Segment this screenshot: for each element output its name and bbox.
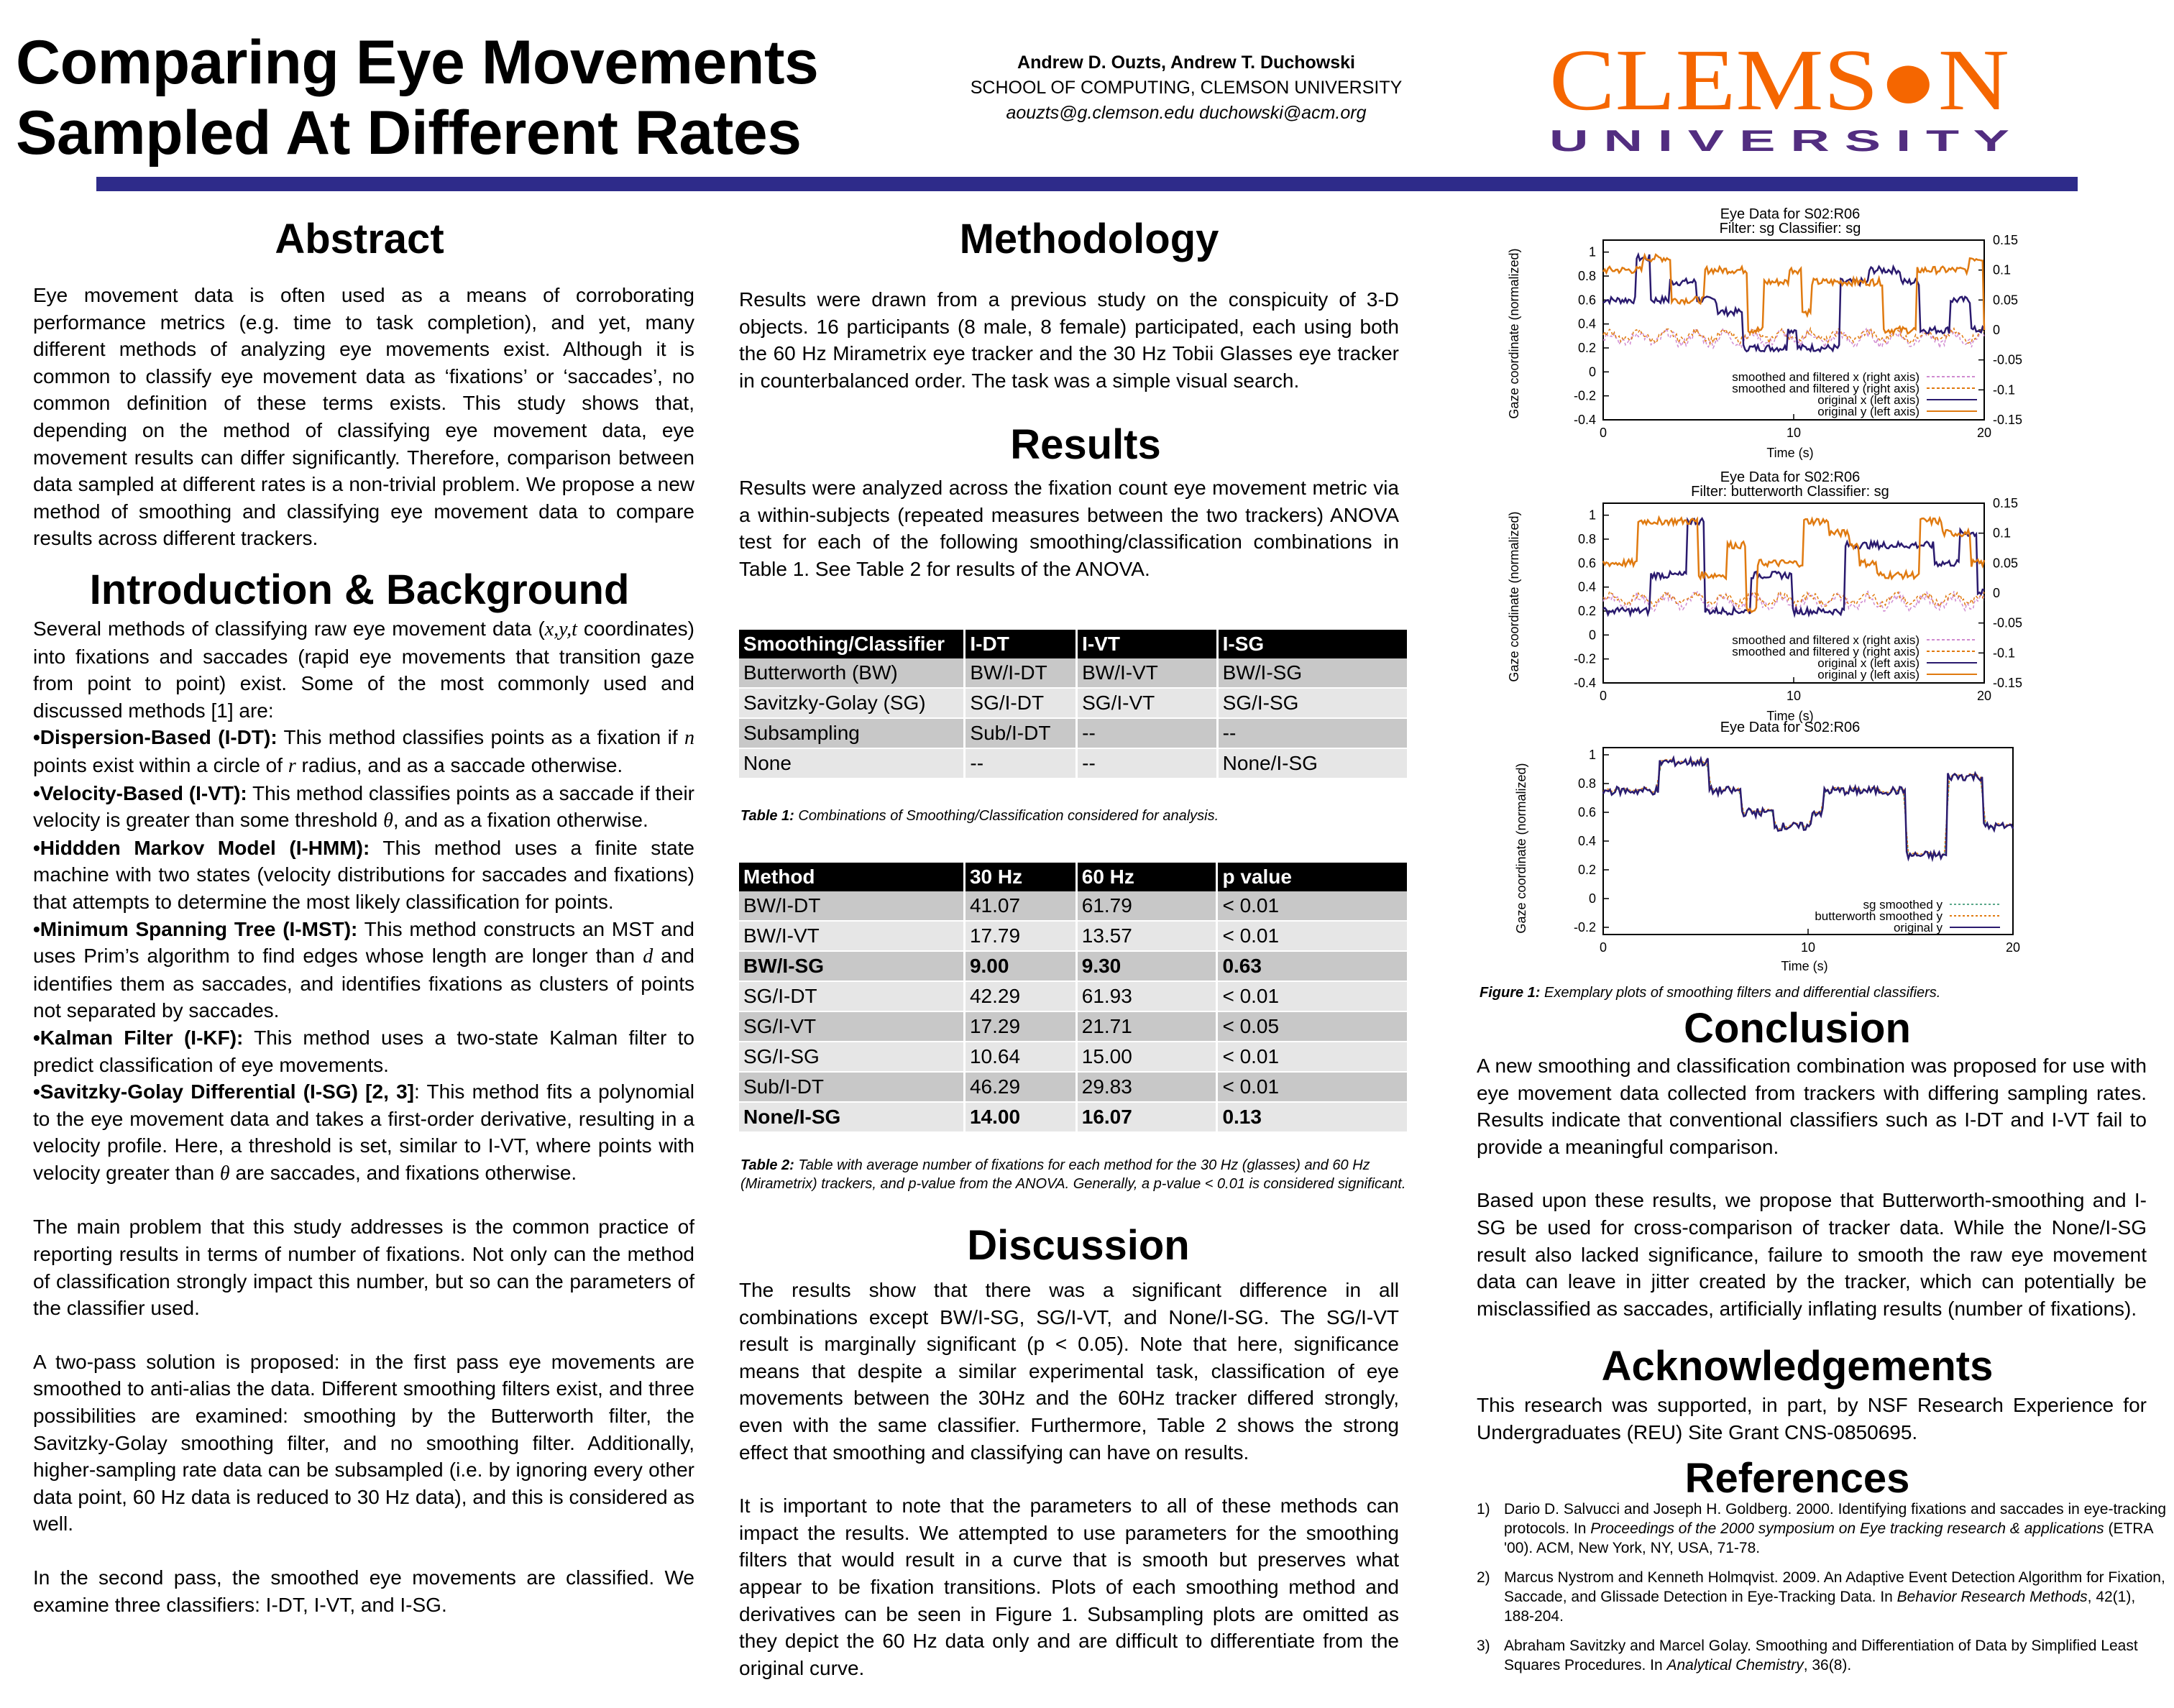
author-names: Andrew D. Ouzts, Andrew T. Duchowski bbox=[1017, 52, 1355, 73]
plot-2-xlabel: Time (s) bbox=[1766, 709, 1814, 723]
legend-label: original x (left axis) bbox=[1817, 656, 1920, 670]
methodology-text bbox=[739, 286, 1399, 394]
table-2-caption: Table 2: Table with average number of fixations for each method for the 30 Hz (glasses) and 60 Hz (Mirametrix) trackers, and p-value from the ANOVA. Generally, a p-value < 0.01 is considered significant. bbox=[740, 1157, 1406, 1192]
table-1-header-cell: I-DT bbox=[965, 630, 1077, 658]
y2-tick-label: 0.15 bbox=[1993, 496, 2019, 510]
series-original-x bbox=[1603, 254, 1984, 352]
title-line-1: Comparing Eye Movements bbox=[16, 28, 819, 97]
conclusion-heading: Conclusion bbox=[1684, 1005, 1911, 1052]
legend-label: original y (left axis) bbox=[1817, 668, 1920, 681]
y-tick-label: 0.8 bbox=[1577, 776, 1596, 791]
table-row: None/I-SG 14.00 16.07 0.13 bbox=[739, 1102, 1408, 1132]
abstract-paragraph: Eye movement data is often used as a means of corroborating performance metrics (e.g. time to task completion), and yet, many different methods of analyzing eye movements exist. Although it is common to classify eye movement data as ‘fixations’ or ‘saccades’, no common definition of these terms exists. This study shows that, depending on the method of classifying eye movement data, eye movement results can differ significantly. Therefore, comparison between data sampled at different rates is a non-trivial problem. We propose a new method of smoothing and classifying eye movement data to compare results across different trackers. bbox=[33, 284, 694, 550]
series-original-y bbox=[1603, 758, 2013, 858]
table-1-header-cell: I-SG bbox=[1217, 630, 1408, 658]
discussion-text bbox=[739, 1277, 1399, 1681]
table-2-header bbox=[739, 863, 1408, 891]
abstract-heading: Abstract bbox=[275, 216, 444, 262]
figure-plot-2 bbox=[1488, 467, 2049, 726]
y-tick-label: 1 bbox=[1588, 508, 1596, 523]
y2-tick-label: 0.1 bbox=[1993, 525, 2012, 541]
table-2-header-cell: p value bbox=[1217, 863, 1408, 891]
plot-2-ylabel: Gaze coordinate (normalized) bbox=[1507, 511, 1521, 682]
y2-tick-label: 0.05 bbox=[1993, 556, 2019, 571]
method-ivt: •Velocity-Based (I-VT): This method classifies points as a saccade if their velocity is greater than some threshold θ, and as a fixation otherwise. bbox=[33, 781, 694, 832]
plot-3-xlabel: Time (s) bbox=[1781, 959, 1828, 973]
series-sg-smoothed-y bbox=[1603, 760, 2013, 856]
table-row: SG/I-DT 42.29 61.93 < 0.01 bbox=[739, 981, 1408, 1011]
figure-1-caption: Figure 1: Exemplary plots of smoothing filters and differential classifiers. bbox=[1480, 985, 1941, 1001]
abstract-text bbox=[33, 282, 694, 552]
y2-tick-label: -0.05 bbox=[1993, 352, 2023, 367]
legend-label: smoothed and filtered y (right axis) bbox=[1732, 645, 1920, 658]
references-heading: References bbox=[1684, 1455, 1910, 1502]
plot-3-ylabel: Gaze coordinate (normalized) bbox=[1514, 763, 1528, 934]
y2-tick-label: 0.1 bbox=[1993, 262, 2012, 277]
table-row: BW/I-VT 17.79 13.57 < 0.01 bbox=[739, 921, 1408, 951]
discussion-paragraph-2: It is important to note that the parameters to all of these methods can impact the results. We attempted to use parameters for the smoothing filters that would result in a curve that is smooth but preserves what appear to be fixation transitions. Plots of each smoothing method and derivatives can be seen in Figure 1. Subsampling plots are omitted as they depict the 60 Hz data only and are difficult to differentiate from the original curve. bbox=[739, 1494, 1399, 1679]
conclusion-paragraph-2: Based upon these results, we propose that Butterworth-smoothing and I-SG be used for cross-comparison of tracker data. While the None/I-SG result also lacked significance, failure to smooth the raw eye movement data can leave in jitter created by the tracker, which can potentially be misclassified as saccades, artificially inflating results (number of fixations). bbox=[1477, 1189, 2147, 1320]
plot-1-title: Eye Data for S02:R06 bbox=[1720, 206, 1861, 222]
clemson-logo bbox=[1546, 29, 2013, 158]
y-tick-label: 0.2 bbox=[1577, 341, 1596, 355]
y2-tick-label: -0.15 bbox=[1993, 676, 2023, 690]
acknowledgements-heading: Acknowledgements bbox=[1601, 1343, 1994, 1390]
table-1-caption: Table 1: Combinations of Smoothing/Classification considered for analysis. bbox=[740, 808, 1219, 824]
y-tick-label: 0.4 bbox=[1577, 316, 1596, 331]
logo-university: U N I V E R S I T Y bbox=[1549, 124, 2009, 157]
table-2 bbox=[739, 863, 1409, 1133]
affiliation: SCHOOL OF COMPUTING, CLEMSON UNIVERSITY bbox=[970, 78, 1403, 98]
x-tick-label: 10 bbox=[1786, 689, 1802, 703]
discussion-paragraph-1: The results show that there was a significant difference in all combinations except BW/I-SG, SG/I-VT, and None/I-SG. The SG/I-VT result is marginally significant (p < 0.05). Note that here, significance means that despite a similar experimental task, classification of eye movements between the 30Hz and the 60Hz tracker differed strongly, even with the same classifier. Furthermore, Table 2 shows the strong effect that smoothing and classifying can have on results. bbox=[739, 1279, 1399, 1464]
y2-tick-label: -0.1 bbox=[1993, 382, 2016, 398]
title-line-2: Sampled At Different Rates bbox=[16, 98, 802, 167]
y-tick-label: -0.4 bbox=[1573, 676, 1596, 690]
method-imst: •Minimum Spanning Tree (I-MST): This method constructs an MST and uses Prim’s algorithm to find edges whose length are longer than d and identifies them as saccades, and identifies fixations as clusters of points not separated by saccades. bbox=[33, 917, 694, 1022]
table-1-header-cell: I-VT bbox=[1077, 630, 1218, 658]
header-rule bbox=[96, 177, 2078, 191]
y-tick-label: 0 bbox=[1588, 891, 1596, 906]
acknowledgements-paragraph: This research was supported, in part, by NSF Research Experience for Undergraduates (REU) Site Grant CNS-0850695. bbox=[1477, 1394, 2147, 1443]
method-ihmm: •Hiddden Markov Model (I-HMM): This method uses a finite state machine with two states (velocity distributions for saccades and fixations) that attempts to determine the most likely classification for points. bbox=[33, 836, 694, 913]
x-tick-label: 20 bbox=[1976, 426, 1992, 440]
y2-tick-label: 0 bbox=[1993, 586, 2001, 600]
y-tick-label: 0 bbox=[1588, 364, 1596, 380]
y2-tick-label: -0.05 bbox=[1993, 615, 2023, 630]
reference-item: 1) Dario D. Salvucci and Joseph H. Goldberg. 2000. Identifying fixations and saccades in eye-tracking protocols. In Proceedings of the 2000 symposium on Eye tracking research & applications (ETRA '00). ACM, New York, NY, USA, 71-78. bbox=[1477, 1501, 2167, 1556]
table-1-header bbox=[739, 630, 1408, 658]
intro-lead: Several methods of classifying raw eye movement data (x,y,t coordinates) into fixations and saccades (rapid eye movements that transition gaze from point to point) exist. Some of the most commonly used and discussed methods [1] are: bbox=[33, 617, 694, 722]
poster-title bbox=[16, 27, 818, 168]
y-tick-label: -0.2 bbox=[1573, 651, 1596, 666]
plot-1-ylabel: Gaze coordinate (normalized) bbox=[1507, 248, 1521, 419]
y-tick-label: 0.6 bbox=[1577, 556, 1596, 571]
table-row: Butterworth (BW) BW/I-DT BW/I-VT BW/I-SG bbox=[739, 658, 1408, 688]
y2-tick-label: -0.15 bbox=[1993, 413, 2023, 427]
legend-label: smoothed and filtered x (right axis) bbox=[1732, 370, 1920, 384]
logo-wordmark: CLEMS●N bbox=[1549, 32, 2009, 129]
method-idt: •Dispersion-Based (I-DT): This method classifies points as a fixation if n points exist within a circle of r radius, and as a saccade otherwise. bbox=[33, 726, 694, 777]
y-tick-label: 0.2 bbox=[1577, 863, 1596, 877]
y-tick-label: 1 bbox=[1588, 244, 1596, 260]
plot-2-subtitle: Filter: butterworth Classifier: sg bbox=[1691, 484, 1889, 500]
y2-tick-label: 0 bbox=[1993, 323, 2001, 337]
y2-tick-label: 0.05 bbox=[1993, 293, 2019, 308]
x-tick-label: 10 bbox=[1800, 940, 1816, 955]
intro-paragraph-3: A two-pass solution is proposed: in the first pass eye movements are smoothed to anti-alias the data. Different smoothing filters exist, and three possibilities are examined: smoothing by the Butterworth filter, the Savitzky-Golay smoothing filter, and no smoothing filter. Additionally, higher-sampling rate data can be subsampled (i.e. by ignoring every other data point, 60 Hz data is reduced to 30 Hz data), and this is considered as well. bbox=[33, 1350, 694, 1535]
legend-label: butterworth smoothed y bbox=[1815, 909, 1943, 923]
y-tick-label: -0.4 bbox=[1573, 413, 1596, 427]
y-tick-label: -0.2 bbox=[1573, 920, 1596, 935]
results-heading: Results bbox=[1010, 421, 1161, 468]
y-tick-label: 1 bbox=[1588, 748, 1596, 762]
table-row: Savitzky-Golay (SG) SG/I-DT SG/I-VT SG/I-SG bbox=[739, 688, 1408, 718]
y2-tick-label: 0.15 bbox=[1993, 233, 2019, 247]
references-list bbox=[1477, 1500, 2167, 1685]
discussion-heading: Discussion bbox=[967, 1222, 1190, 1269]
table-1 bbox=[739, 630, 1409, 779]
intro-text bbox=[33, 615, 694, 1618]
y-tick-label: 0.8 bbox=[1577, 532, 1596, 546]
y-tick-label: 0.4 bbox=[1577, 579, 1596, 594]
author-block bbox=[899, 50, 1474, 126]
x-tick-label: 20 bbox=[1976, 689, 1992, 703]
y2-tick-label: -0.1 bbox=[1993, 646, 2016, 661]
legend-label: original y (left axis) bbox=[1817, 405, 1920, 418]
legend-label: original y bbox=[1893, 921, 1943, 935]
table-2-header-cell: 60 Hz bbox=[1076, 863, 1217, 891]
x-tick-label: 0 bbox=[1599, 940, 1607, 955]
table-row: SG/I-VT 17.29 21.71 < 0.05 bbox=[739, 1011, 1408, 1042]
table-2-header-cell: 30 Hz bbox=[964, 863, 1076, 891]
figure-plot-3 bbox=[1488, 719, 2049, 978]
reference-item: 3) Abraham Savitzky and Marcel Golay. Smoothing and Differentiation of Data by Simplified Least Squares Procedures. In Analytical Chemistry, 36(8). bbox=[1477, 1638, 2138, 1673]
results-paragraph: Results were analyzed across the fixation count eye movement metric via a within-subjects (repeated measures between the two trackers) ANOVA test for each of the following smoothing/classification combinations in Table 1. See Table 2 for results of the ANOVA. bbox=[739, 477, 1399, 580]
table-2-header-cell: Method bbox=[739, 863, 964, 891]
table-row: SG/I-SG 10.64 15.00 < 0.01 bbox=[739, 1042, 1408, 1072]
intro-paragraph-2: The main problem that this study addresses is the common practice of reporting results in terms of number of fixations. Not only can the method of classification strongly impact this number, but so can the parameters of the classifier used. bbox=[33, 1216, 694, 1320]
y-tick-label: 0.8 bbox=[1577, 269, 1596, 283]
series-butterworth-smoothed-y bbox=[1603, 758, 2013, 855]
x-tick-label: 20 bbox=[2005, 940, 2021, 955]
y-tick-label: 0.4 bbox=[1577, 834, 1596, 848]
table-row: None -- -- None/I-SG bbox=[739, 748, 1408, 779]
x-tick-label: 0 bbox=[1599, 689, 1607, 703]
methodology-paragraph: Results were drawn from a previous study on the conspicuity of 3-D objects. 16 participants (8 male, 8 female) participated, each using both the 60 Hz Mirametrix eye tracker and the 30 Hz Tobii Glasses eye tracker in counterbalanced order. The task was a simple visual search. bbox=[739, 288, 1399, 392]
y-tick-label: 0.6 bbox=[1577, 293, 1596, 308]
conclusion-text bbox=[1477, 1052, 2147, 1322]
acknowledgements-text bbox=[1477, 1392, 2147, 1446]
table-row: Subsampling Sub/I-DT -- -- bbox=[739, 718, 1408, 748]
reference-item: 2) Marcus Nystrom and Kenneth Holmqvist. 2009. An Adaptive Event Detection Algorithm for Fixation, Saccade, and Glissade Detection in Eye-Tracking Data. In Behavior Research Methods, 42(1), 188-204. bbox=[1477, 1569, 2165, 1625]
plot-3-title: Eye Data for S02:R06 bbox=[1720, 720, 1861, 735]
table-row: Sub/I-DT 46.29 29.83 < 0.01 bbox=[739, 1072, 1408, 1102]
author-emails: aouzts@g.clemson.edu duchowski@acm.org bbox=[1006, 103, 1367, 123]
methodology-heading: Methodology bbox=[959, 216, 1219, 262]
figure-plot-1 bbox=[1488, 204, 2049, 463]
x-tick-label: 10 bbox=[1786, 426, 1802, 440]
x-tick-label: 0 bbox=[1599, 426, 1607, 440]
results-text bbox=[739, 474, 1399, 582]
plot-1-xlabel: Time (s) bbox=[1766, 446, 1814, 460]
plot-2-title: Eye Data for S02:R06 bbox=[1720, 469, 1861, 485]
legend-label: original x (left axis) bbox=[1817, 393, 1920, 407]
y-tick-label: 0.2 bbox=[1577, 604, 1596, 618]
legend-label: sg smoothed y bbox=[1863, 898, 1943, 912]
plot-1-subtitle: Filter: sg Classifier: sg bbox=[1719, 221, 1861, 237]
method-ikf: •Kalman Filter (I-KF): This method uses a two-state Kalman filter to predict classification of eye movements. bbox=[33, 1026, 694, 1076]
legend-label: smoothed and filtered y (right axis) bbox=[1732, 382, 1920, 395]
intro-paragraph-4: In the second pass, the smoothed eye movements are classified. We examine three classifiers: I-DT, I-VT, and I-SG. bbox=[33, 1566, 694, 1616]
y-tick-label: 0 bbox=[1588, 628, 1596, 643]
legend-label: smoothed and filtered x (right axis) bbox=[1732, 633, 1920, 647]
series-original-y bbox=[1603, 254, 1984, 334]
intro-heading: Introduction & Background bbox=[89, 566, 630, 613]
series-original-x bbox=[1603, 518, 1984, 615]
y-tick-label: -0.2 bbox=[1573, 388, 1596, 403]
y-tick-label: 0.6 bbox=[1577, 805, 1596, 819]
table-1-header-cell: Smoothing/Classifier bbox=[739, 630, 965, 658]
table-row: BW/I-SG 9.00 9.30 0.63 bbox=[739, 951, 1408, 981]
method-isg: •Savitzky-Golay Differential (I-SG) [2, 3]: This method fits a polynomial to the eye movement data and takes a first-order derivative, resulting in a velocity profile. Here, a threshold is set, similar to I-VT, where points with velocity greater than θ are saccades, and fixations otherwise. bbox=[33, 1080, 694, 1185]
conclusion-paragraph-1: A new smoothing and classification combination was proposed for use with eye movement data collected from trackers with differing sampling rates. Results indicate that conventional classifiers such as I-DT and I-VT fail to provide a meaningful comparison. bbox=[1477, 1055, 2147, 1158]
table-row: BW/I-DT 41.07 61.79 < 0.01 bbox=[739, 891, 1408, 921]
